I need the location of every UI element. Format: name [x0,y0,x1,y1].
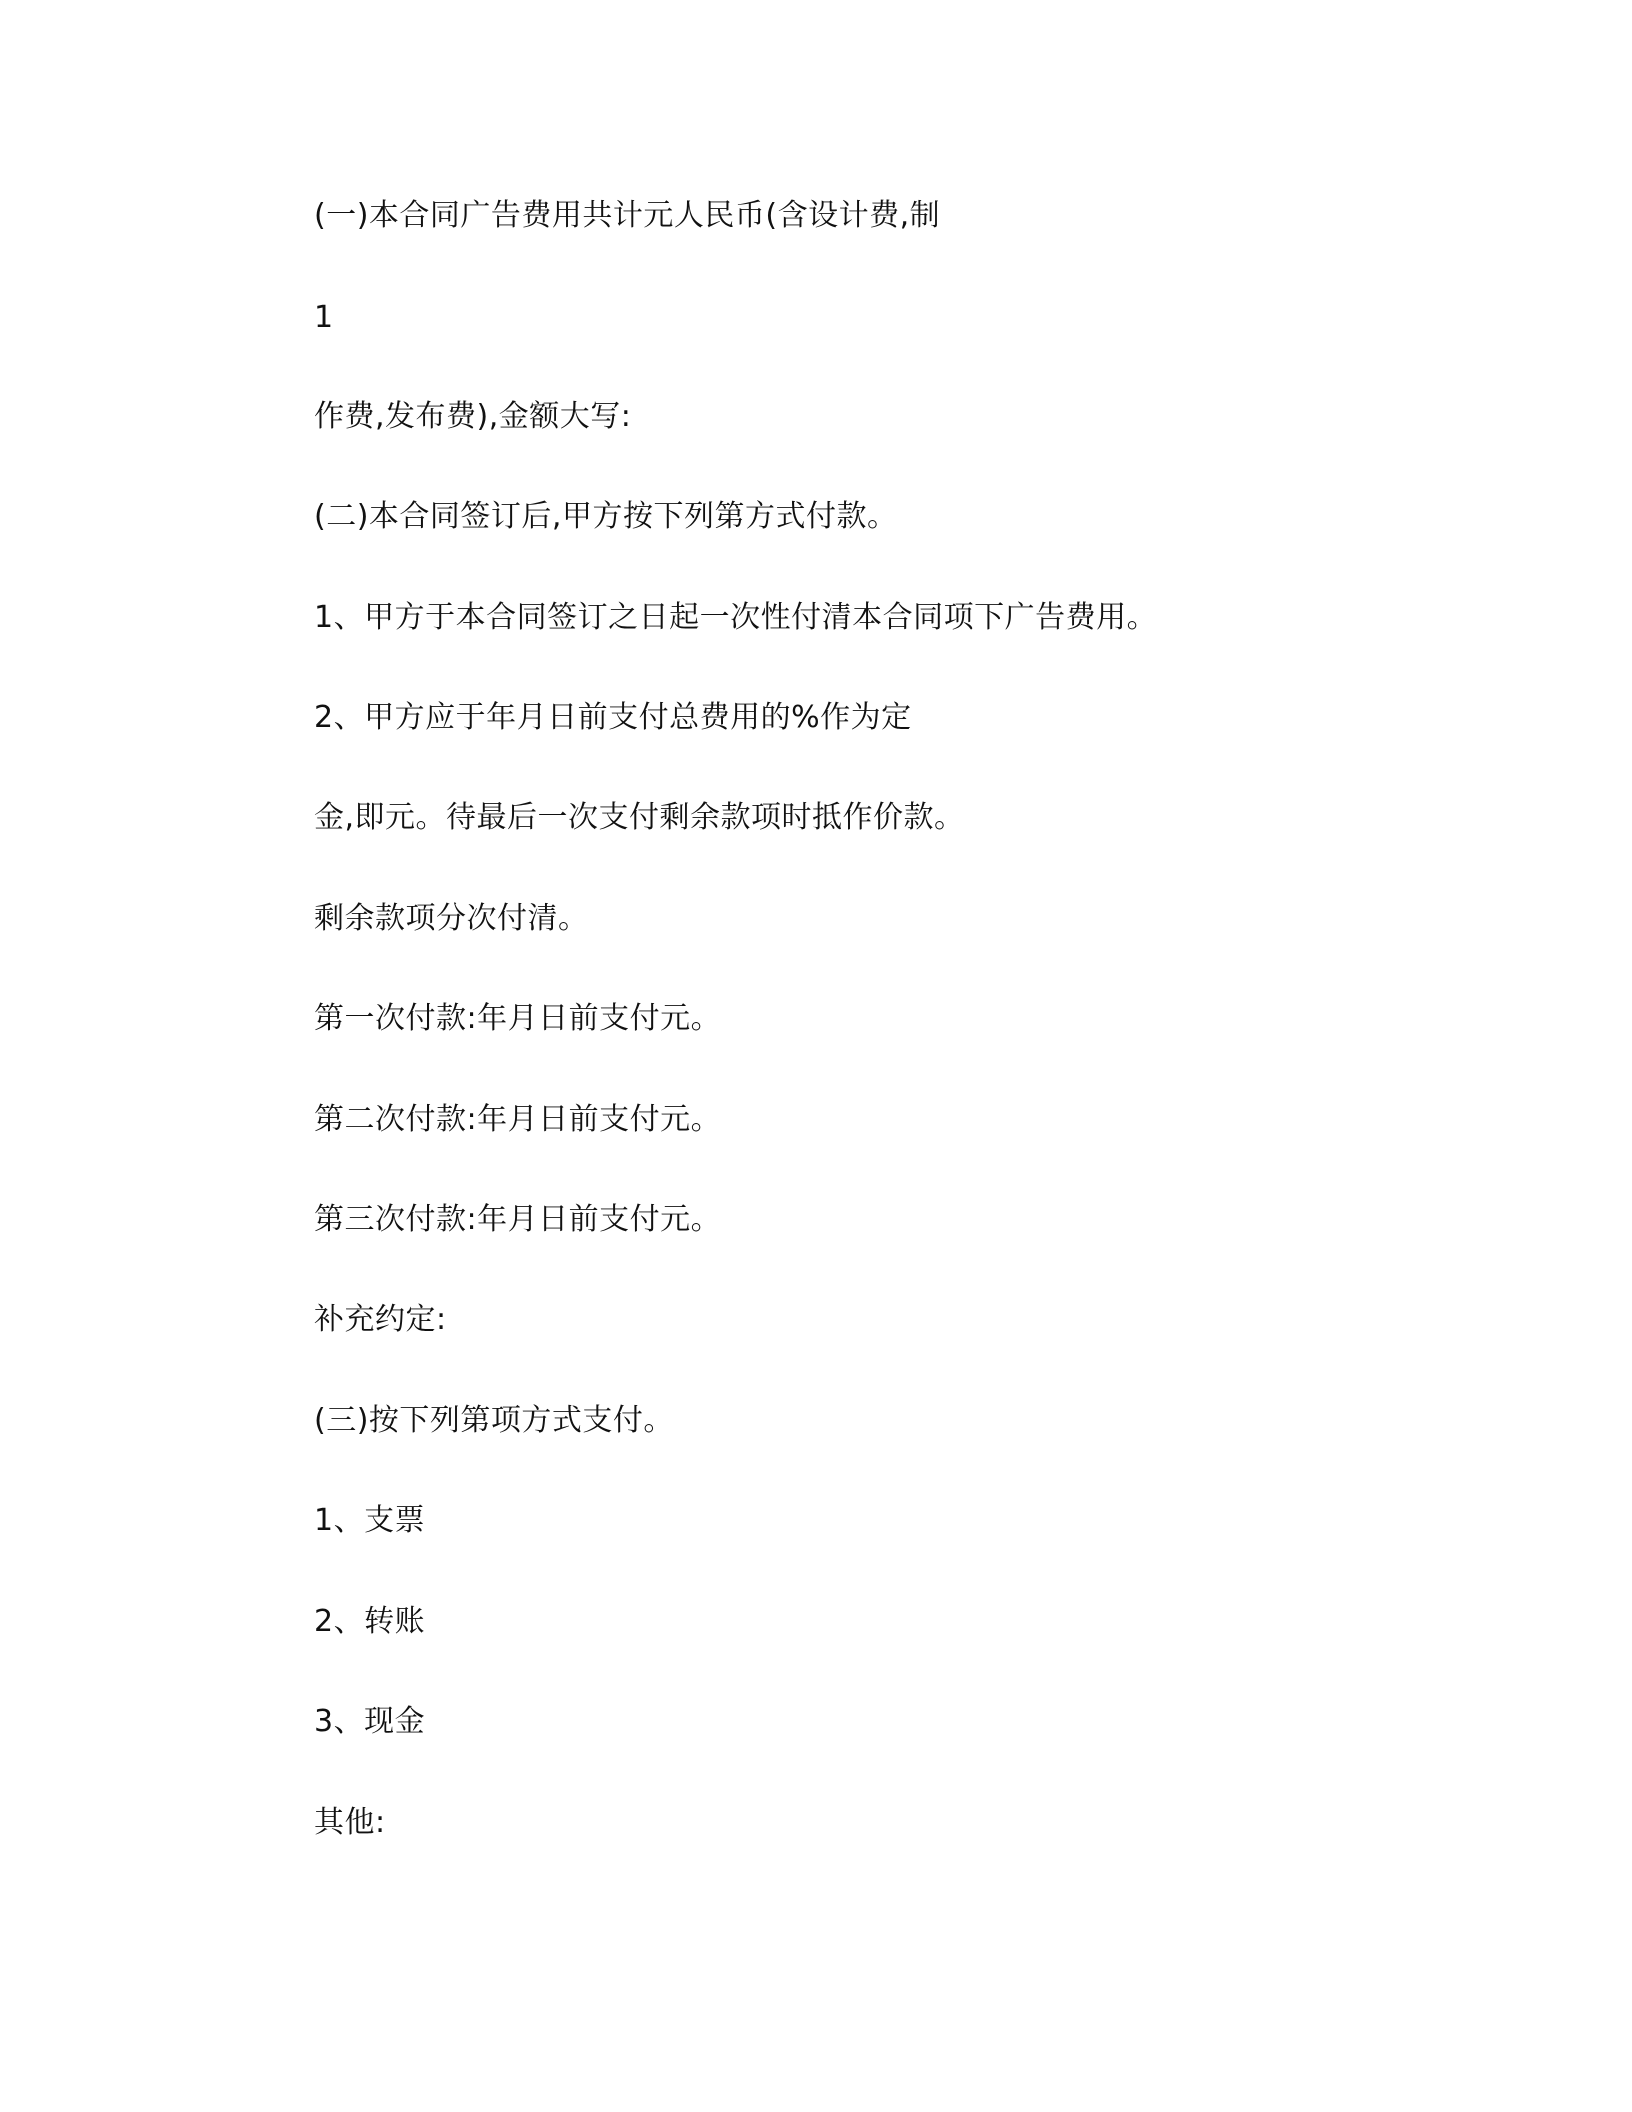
page-number: 1 [314,300,334,335]
method-cash: 3、现金 [314,1704,426,1739]
remaining-payment-note: 剩余款项分次付清。 [314,901,589,936]
clause-1-line-2: 作费,发布费),金额大写: [314,399,632,434]
clause-1-line-1: (一)本合同广告费用共计元人民币(含设计费,制 [314,198,941,233]
payment-option-2-line-2: 金,即元。待最后一次支付剩余款项时抵作价款。 [314,800,965,835]
payment-option-1: 1、甲方于本合同签订之日起一次性付清本合同项下广告费用。 [314,600,1158,635]
supplementary-agreement: 补充约定: [314,1302,447,1337]
clause-2-heading: (二)本合同签订后,甲方按下列第方式付款。 [314,499,898,534]
method-cheque: 1、支票 [314,1503,426,1538]
clause-3-heading: (三)按下列第项方式支付。 [314,1403,674,1438]
method-other: 其他: [314,1805,386,1840]
first-installment: 第一次付款:年月日前支付元。 [314,1001,722,1036]
method-transfer: 2、转账 [314,1604,426,1639]
third-installment: 第三次付款:年月日前支付元。 [314,1202,722,1237]
payment-option-2-line-1: 2、甲方应于年月日前支付总费用的%作为定 [314,700,912,735]
second-installment: 第二次付款:年月日前支付元。 [314,1102,722,1137]
